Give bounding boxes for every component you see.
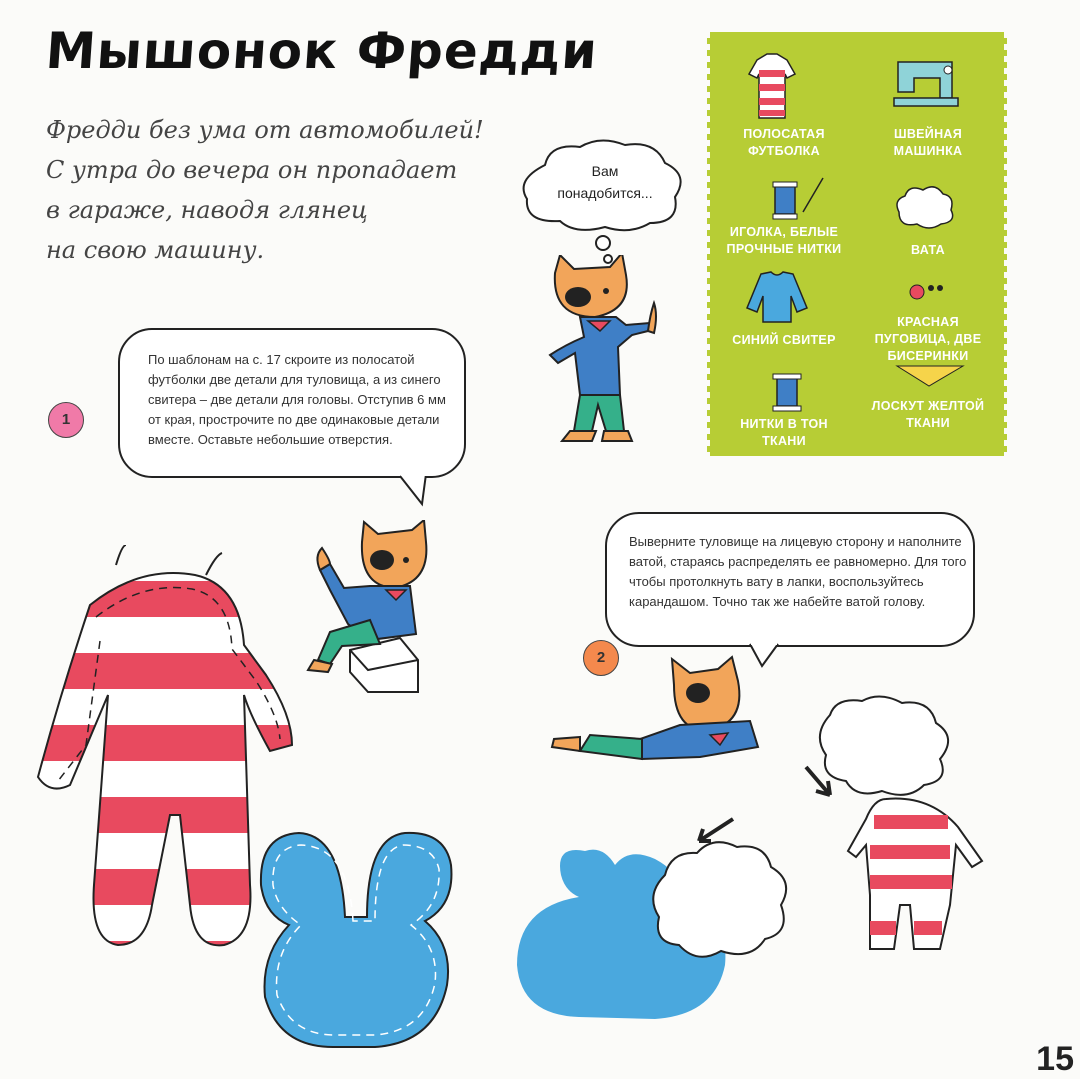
stuffed-head-illustration xyxy=(515,815,815,1055)
blue-sweater-icon xyxy=(745,270,809,324)
thought-bubble xyxy=(515,135,695,275)
material-label: ЛОСКУТ ЖЕЛТОЙ ТКАНИ xyxy=(871,399,985,430)
material-label: НИТКИ В ТОН ТКАНИ xyxy=(740,417,828,448)
step-2-speech-bubble xyxy=(605,512,975,647)
cat-sitting-illustration xyxy=(300,520,440,695)
material-label: СИНИЙ СВИТЕР xyxy=(732,333,836,347)
page-number: 15 xyxy=(1036,1040,1074,1078)
intro-line: в гараже, наводя глянец xyxy=(46,196,368,224)
sewing-machine-icon xyxy=(892,52,962,112)
cat-lying-illustration xyxy=(550,655,765,775)
materials-panel xyxy=(707,32,1007,456)
material-label: ИГОЛКА, БЕЛЫЕ ПРОЧНЫЕ НИТКИ xyxy=(726,225,842,256)
thread-spool-icon xyxy=(769,370,809,414)
thought-text: Вам понадобится... xyxy=(557,163,653,201)
material-label: КРАСНАЯ ПУГОВИЦА, ДВЕ БИСЕРИНКИ xyxy=(874,315,982,363)
intro-text xyxy=(46,110,484,270)
panel-edge xyxy=(704,32,710,456)
step-1-speech-bubble xyxy=(118,328,466,478)
intro-line: на свою машину. xyxy=(46,236,265,264)
button-beads-icon xyxy=(907,280,947,304)
striped-tshirt-icon xyxy=(747,52,797,122)
step-2-text: Выверните туловище на лицевую сторону и наполните ватой, стараясь распределять ее равномерно. Для того чтобы протолкнуть вату в лапки, воспользуйтесь карандашом. Точно так же набейте ватой голову. xyxy=(629,534,967,609)
needle-thread-icon xyxy=(767,174,827,224)
intro-line: Фредди без ума от автомобилей! xyxy=(46,116,484,144)
yellow-fabric-icon xyxy=(895,362,965,390)
material-label: ПОЛОСАТАЯ ФУТБОЛКА xyxy=(743,127,825,158)
intro-line: С утра до вечера он пропадает xyxy=(46,156,458,184)
step-1-text: По шаблонам на с. 17 скроите из полосатой футболки две детали для туловища, а из синего свитера – две детали для головы. Отступив 6 мм от края, прострочите по две одинаковые детали вместе. Оставьте небольшие отверстия. xyxy=(148,352,446,447)
step-number-1: 1 xyxy=(48,402,84,438)
material-label: ШВЕЙНАЯ МАШИНКА xyxy=(893,127,963,158)
blue-head-piece xyxy=(255,825,460,1060)
material-label: ВАТА xyxy=(911,243,945,257)
stuffed-body-illustration xyxy=(790,695,990,965)
speech-tail xyxy=(400,470,440,510)
page-title: Мышонок Фредди xyxy=(43,22,600,80)
panel-edge xyxy=(1004,32,1010,456)
step-number-2: 2 xyxy=(583,640,619,676)
cat-standing-illustration xyxy=(540,255,670,450)
cotton-wool-icon xyxy=(889,182,959,232)
